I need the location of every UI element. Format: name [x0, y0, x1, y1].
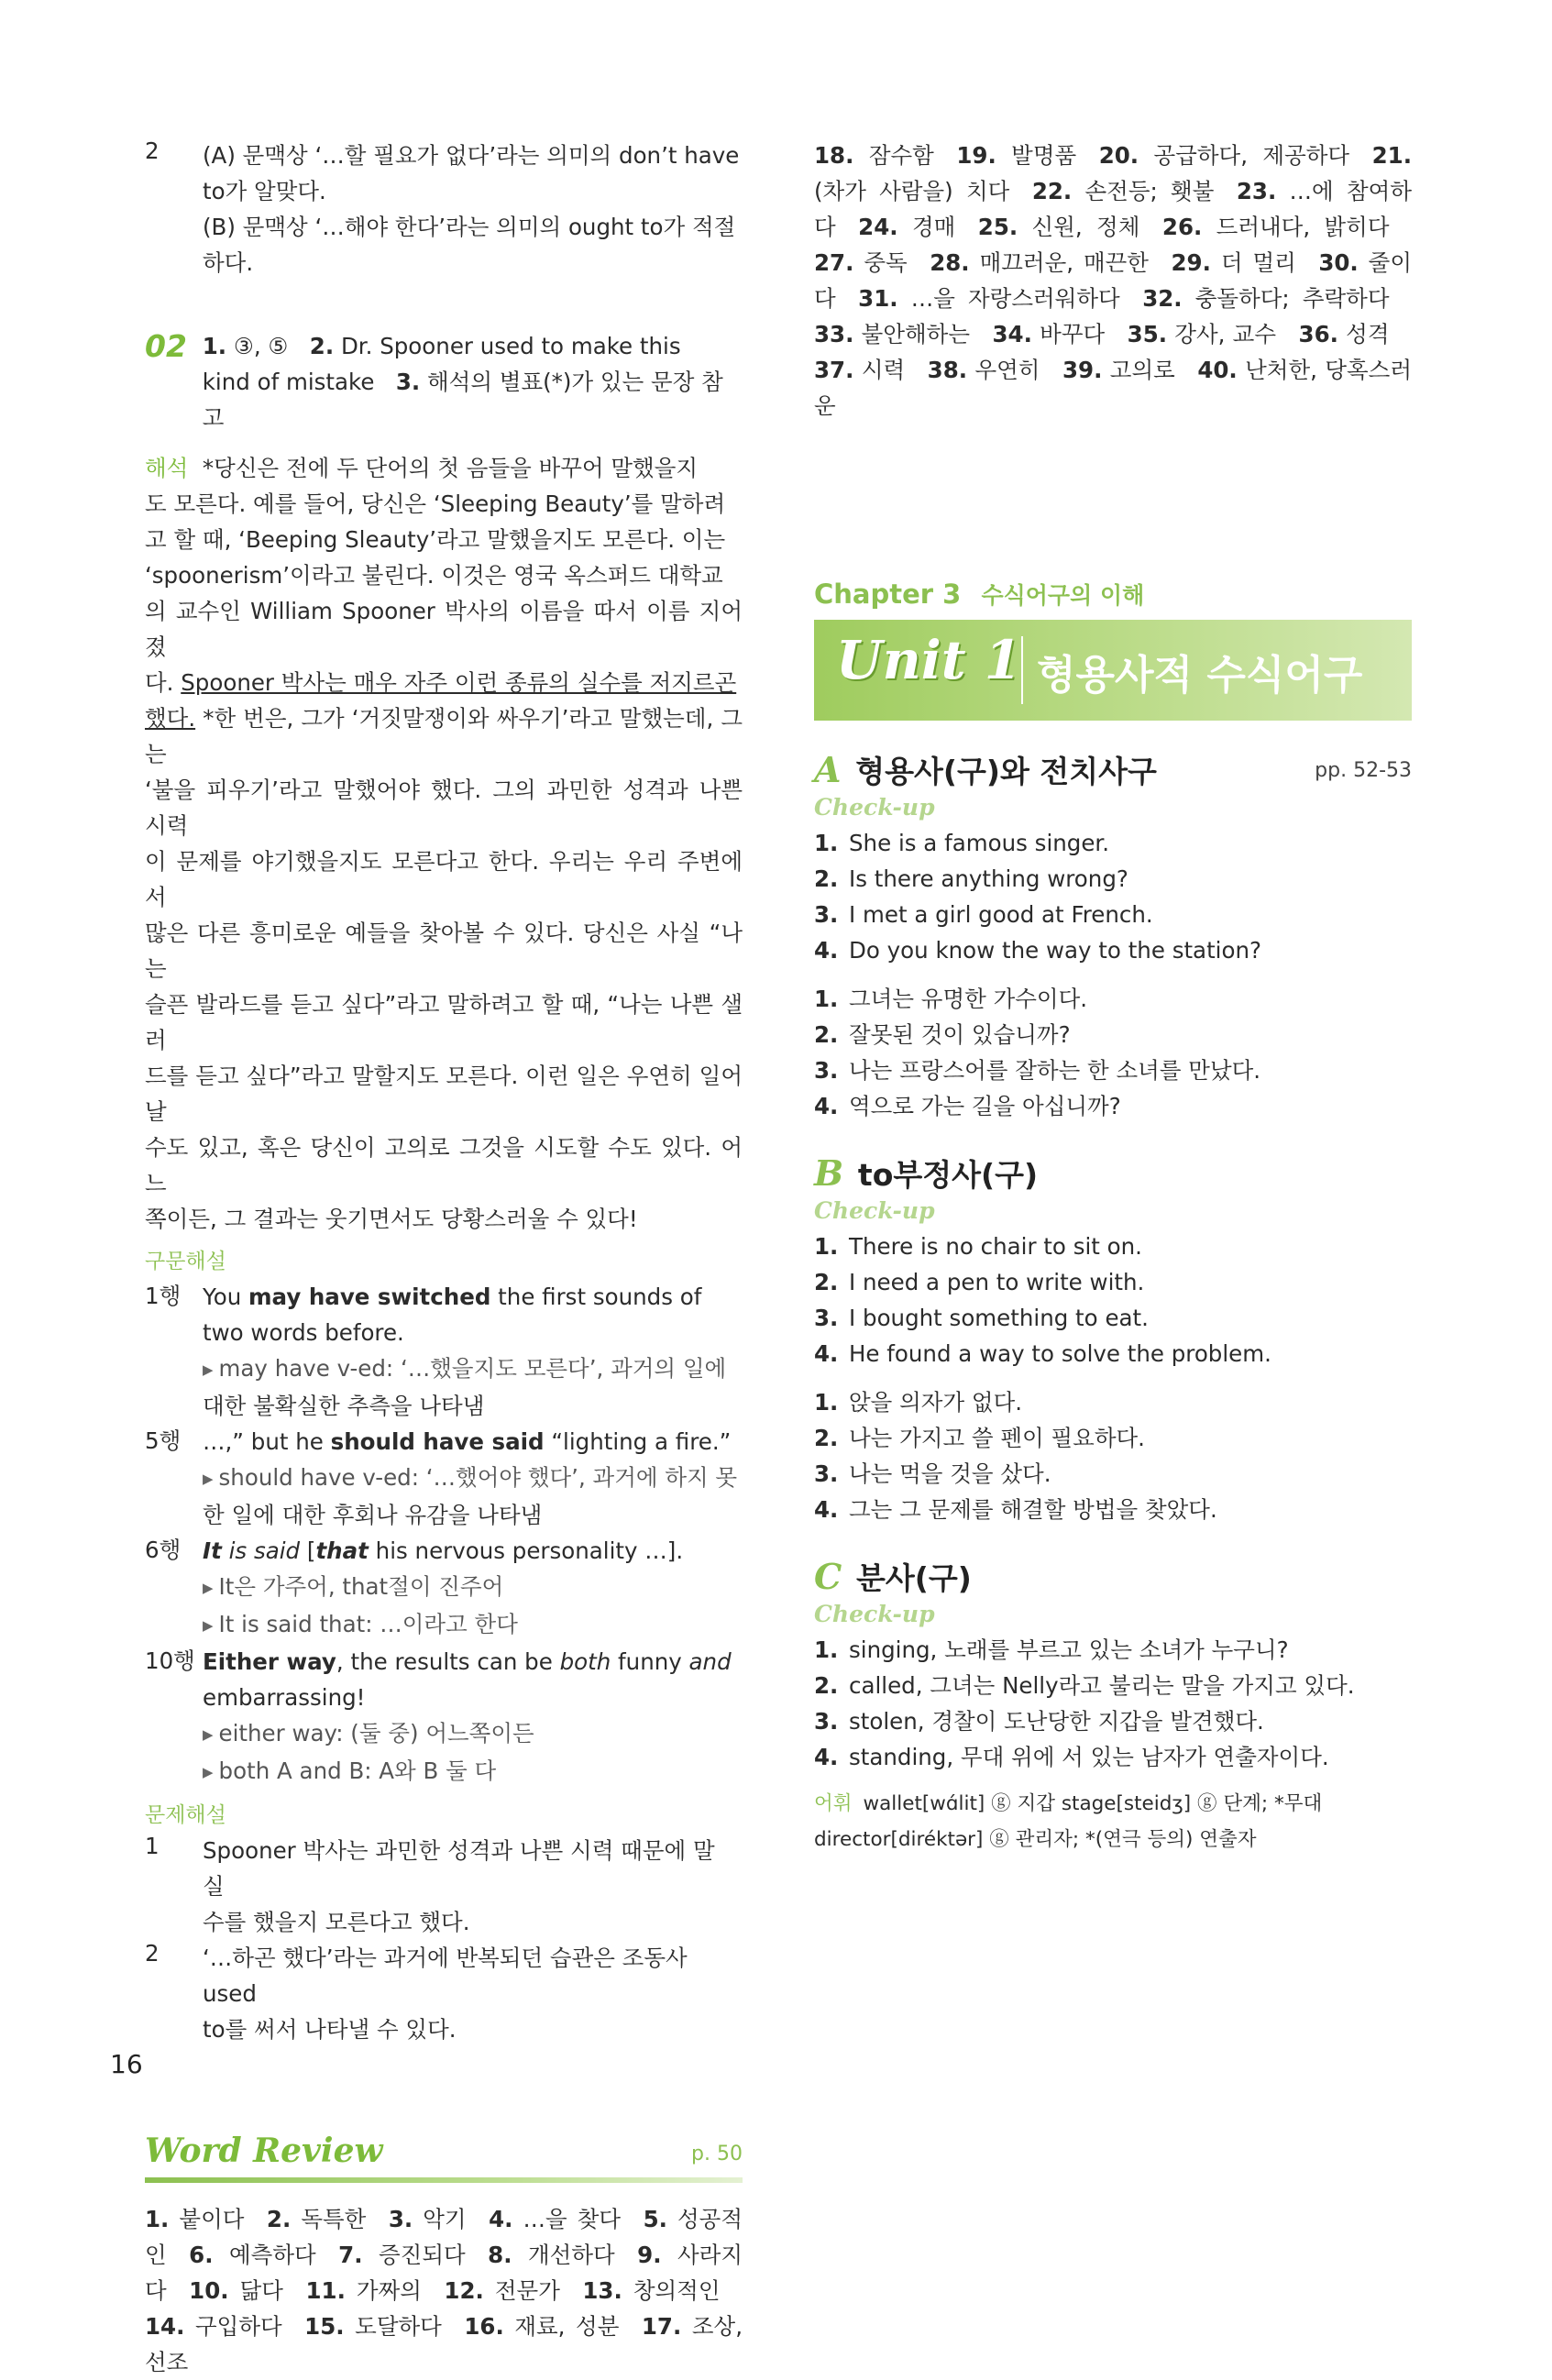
word-meaning: 줄이다 — [814, 249, 1413, 312]
word-number: 25. — [977, 214, 1018, 240]
word-meaning: 경매 — [897, 214, 956, 240]
list-item: 그는 그 문제를 해결할 방법을 찾았다. — [849, 1496, 1217, 1523]
word-meaning: 가짜의 — [345, 2277, 422, 2304]
item-number: 2. — [814, 1425, 839, 1451]
translation-line: 수도 있고, 혹은 당신이 고의로 그것을 시도할 수도 있다. 어느 — [145, 1134, 743, 1196]
word-number: 31. — [858, 285, 898, 312]
word-review-item — [1299, 321, 1390, 347]
explanation-line: 수를 했을지 모른다고 했다. — [203, 1909, 470, 1935]
item-number: 1. — [814, 1636, 839, 1663]
list-item: 역으로 가는 길을 아십니까? — [849, 1093, 1121, 1119]
item-number: 2. — [814, 1021, 839, 1048]
list-item: There is no chair to sit on. — [849, 1233, 1142, 1260]
word-meaning: 바꾸다 — [1031, 321, 1106, 347]
word-number: 9. — [637, 2242, 662, 2268]
section-b-heading — [814, 1151, 1412, 1194]
note-explanation: ▶ It은 가주어, that절이 진주어 — [203, 1569, 743, 1606]
problem-explanation-label: 문제해설 — [145, 1803, 226, 1827]
list-item: I met a girl good at French. — [849, 901, 1153, 928]
section-title: to부정사(구) — [857, 1157, 1039, 1193]
unit-divider — [1021, 636, 1023, 704]
line-ref: 6행 — [145, 1537, 182, 1563]
word-review-item — [305, 2277, 421, 2304]
explanation-line: (A) 문맥상 ‘…할 필요가 없다’라는 의미의 don’t have — [203, 142, 740, 169]
word-review-header — [145, 2128, 743, 2183]
list-item: 그녀는 유명한 가수이다. — [849, 986, 1088, 1012]
word-number: 18. — [814, 142, 854, 169]
grammar-note — [145, 1424, 743, 1533]
note-text: is said — [221, 1537, 307, 1564]
answer-text: Dr. Spooner used to make this — [340, 333, 681, 359]
word-review-item — [993, 321, 1106, 347]
word-number: 24. — [858, 214, 898, 240]
note-text: …,” but he — [203, 1428, 331, 1455]
answer-text: kind of mistake — [202, 369, 375, 395]
note-text: [ — [306, 1537, 316, 1564]
word-review-item — [930, 249, 1149, 276]
vocabulary-line: director[diréktər] ⓖ 관리자; *(연극 등의) 연출자 — [814, 1828, 1257, 1851]
word-review-item — [488, 2242, 615, 2268]
word-number: 37. — [814, 357, 854, 383]
answer-text: ③, ⑤ — [233, 333, 289, 359]
item-number: 3. — [814, 901, 839, 928]
section-c-list — [814, 1632, 1412, 1775]
section-a-korean-list — [814, 981, 1412, 1124]
word-number: 35. — [1127, 321, 1168, 347]
explanation-line: to를 써서 나타낼 수 있다. — [203, 2016, 457, 2043]
list-item: She is a famous singer. — [849, 830, 1110, 856]
section-a-english-list — [814, 825, 1412, 968]
word-review-list-continued — [814, 138, 1412, 424]
chapter-title: 수식어구의 이해 — [981, 582, 1145, 609]
word-review-item — [1032, 178, 1215, 204]
word-meaning: 사라지다 — [145, 2242, 743, 2304]
word-meaning: 악기 — [413, 2206, 467, 2232]
item-number: 2. — [814, 1269, 839, 1295]
note-text: , the results can be — [336, 1648, 560, 1675]
list-item: standing, 무대 위에 서 있는 남자가 연출자이다. — [849, 1744, 1329, 1770]
item-number: 4. — [814, 1340, 839, 1367]
word-meaning: 재료, 성분 — [503, 2313, 620, 2340]
word-meaning: …에 참여하다 — [814, 178, 1412, 240]
section-b-korean-list — [814, 1384, 1412, 1527]
word-meaning: …을 찾다 — [512, 2206, 622, 2232]
word-number: 30. — [1318, 249, 1359, 276]
item-number: 2 — [145, 138, 160, 164]
list-item: called, 그녀는 Nelly라고 불리는 말을 가지고 있다. — [849, 1672, 1355, 1699]
word-number: 2. — [266, 2206, 292, 2232]
note-text: the first sounds of — [490, 1284, 702, 1310]
item-number: 1. — [814, 1389, 839, 1416]
word-number: 1. — [145, 2206, 170, 2232]
unit-label: Unit 1 — [836, 629, 1022, 691]
section-letter: A — [814, 749, 842, 790]
line-ref: 5행 — [145, 1427, 182, 1454]
note-text: “lighting a fire.” — [544, 1428, 732, 1455]
translation-line: 쪽이든, 그 결과는 웃기면서도 당황스러울 수 있다! — [145, 1206, 638, 1232]
unit-title: 형용사적 수식어구 — [1037, 652, 1363, 699]
note-italic: and — [688, 1648, 732, 1675]
word-number: 22. — [1031, 178, 1073, 204]
vocabulary-note — [814, 1786, 1412, 1857]
word-meaning: 난처한, 당혹스러운 — [814, 357, 1412, 419]
right-column — [814, 138, 1412, 1857]
list-item: 나는 프랑스어를 잘하는 한 소녀를 만났다. — [849, 1057, 1261, 1084]
word-number: 14. — [145, 2313, 185, 2340]
line-ref: 1행 — [145, 1283, 182, 1309]
problem-explanation-section — [145, 1798, 743, 2047]
translation-line: 슬픈 발라드를 듣고 싶다”라고 말하려고 할 때, “나는 나쁜 샐러 — [145, 991, 743, 1053]
note-bold: should have said — [330, 1428, 545, 1455]
list-item: 앉을 의자가 없다. — [849, 1389, 1023, 1416]
list-item: Is there anything wrong? — [849, 865, 1128, 892]
explanation-line: (B) 문맥상 ‘…해야 한다’라는 의미의 ought to가 적절 — [203, 214, 736, 240]
word-meaning: 신원, 정체 — [1018, 214, 1140, 240]
word-number: 3. — [388, 2206, 413, 2232]
word-review-item — [928, 357, 1040, 383]
word-number: 4. — [489, 2206, 513, 2232]
explanation-line: 하다. — [203, 249, 254, 276]
item-number: 4. — [814, 1496, 839, 1523]
vocabulary-line: wallet[wɑ́lit] ⓖ 지갑 stage[steidʒ] ⓖ 단계; *무대 — [863, 1792, 1323, 1815]
word-number: 28. — [930, 249, 970, 276]
word-number: 13. — [582, 2277, 622, 2304]
checkup-label: Check-up — [814, 794, 935, 821]
note-explanation: ▶ may have v-ed: ‘…했을지도 모른다’, 과거의 일에 — [203, 1350, 743, 1388]
list-item: Do you know the way to the station? — [849, 937, 1262, 964]
answer-num: 2. — [309, 333, 335, 359]
word-number: 8. — [488, 2242, 512, 2268]
word-review-item — [1128, 321, 1276, 347]
section-page-ref: pp. 52-53 — [1315, 759, 1412, 782]
word-number: 10. — [189, 2277, 229, 2304]
checkup-label: Check-up — [814, 1601, 935, 1627]
word-review-item — [145, 2313, 282, 2340]
word-meaning: 닮다 — [228, 2277, 283, 2304]
word-number: 29. — [1171, 249, 1211, 276]
chapter-heading — [814, 578, 1412, 611]
word-review-item — [1142, 285, 1389, 312]
problem-explanation-item — [145, 1833, 743, 1940]
answer-text: 해석의 별표(*)가 있는 문장 참고 — [202, 369, 723, 431]
list-item: 나는 먹을 것을 샀다. — [849, 1460, 1051, 1487]
grammar-notes-label: 구문해설 — [145, 1250, 226, 1273]
word-meaning: 조상, 선조 — [145, 2313, 743, 2375]
word-meaning: 붙이다 — [169, 2206, 245, 2232]
translation-line: 다. — [145, 669, 182, 696]
explanation-line: ‘…하곤 했다’라는 과거에 반복되던 습관은 조동사 used — [203, 1945, 688, 2007]
list-item: He found a way to solve the problem. — [849, 1340, 1271, 1367]
answer-block-02 — [145, 328, 743, 435]
word-meaning: 잠수함 — [853, 142, 934, 169]
word-review-title: Word Review — [145, 2132, 383, 2170]
word-review-item — [956, 142, 1076, 169]
word-review-item — [189, 2242, 316, 2268]
note-bold: may have switched — [248, 1284, 491, 1310]
unit-banner — [814, 620, 1412, 721]
word-number: 7. — [338, 2242, 363, 2268]
word-number: 6. — [189, 2242, 214, 2268]
word-meaning: 매끄러운, 매끈한 — [969, 249, 1149, 276]
word-meaning: 독특한 — [291, 2206, 367, 2232]
note-explanation: ▶ both A and B: A와 B 둘 다 — [203, 1753, 743, 1791]
word-review-item — [444, 2277, 559, 2304]
note-text: two words before. — [203, 1319, 404, 1346]
word-review-item — [464, 2313, 619, 2340]
word-review-item — [304, 2313, 442, 2340]
word-review-item — [1171, 249, 1295, 276]
word-review-item — [145, 2206, 244, 2232]
word-number: 20. — [1098, 142, 1139, 169]
word-review-item — [189, 2277, 283, 2304]
word-number: 16. — [464, 2313, 504, 2340]
item-number: 2. — [814, 1672, 839, 1699]
section-letter: C — [814, 1556, 842, 1597]
item-number: 4. — [814, 1093, 839, 1119]
item-number: 4. — [814, 937, 839, 964]
word-meaning: 예측하다 — [213, 2242, 316, 2268]
problem-explanation-item — [145, 1940, 743, 2047]
translation-line: *한 번은, 그가 ‘거짓말쟁이와 싸우기’라고 말했는데, 그는 — [145, 705, 743, 767]
word-review-item — [1099, 142, 1349, 169]
word-meaning: 우연히 — [967, 357, 1040, 383]
word-meaning: 시력 — [853, 357, 906, 383]
word-review-item — [582, 2277, 720, 2304]
list-item: 나는 가지고 쓸 펜이 필요하다. — [849, 1425, 1145, 1451]
word-number: 40. — [1197, 357, 1238, 383]
word-meaning: 창의적인 — [622, 2277, 721, 2304]
word-review-item — [814, 321, 970, 347]
word-number: 26. — [1161, 214, 1203, 240]
note-explanation: ▶ should have v-ed: ‘…했어야 했다’, 과거에 하지 못 — [203, 1460, 743, 1497]
word-review-item — [814, 142, 934, 169]
word-meaning: 더 멀리 — [1210, 249, 1296, 276]
word-review-item — [814, 357, 905, 383]
grammar-note — [145, 1533, 743, 1644]
question-number-02: 02 — [145, 328, 187, 364]
word-meaning: 발명품 — [996, 142, 1077, 169]
word-number: 19. — [956, 142, 996, 169]
note-text: his nervous personality …]. — [368, 1537, 684, 1564]
word-review-item — [389, 2206, 467, 2232]
grammar-note — [145, 1279, 743, 1424]
item-number: 3. — [814, 1057, 839, 1084]
section-title: 분사(구) — [856, 1560, 972, 1596]
note-text: embarrassing! — [203, 1684, 366, 1711]
grammar-note — [145, 1644, 743, 1791]
word-number: 15. — [304, 2313, 345, 2340]
note-text: You — [203, 1284, 249, 1310]
note-text: funny — [611, 1648, 689, 1675]
word-review-item — [1162, 214, 1390, 240]
word-meaning: …을 자랑스러워하다 — [897, 285, 1120, 312]
word-meaning: 전문가 — [483, 2277, 560, 2304]
word-meaning: 불안해하는 — [853, 321, 970, 347]
note-bold: It — [203, 1537, 222, 1564]
word-review-list — [145, 2201, 743, 2380]
word-review-item — [858, 285, 1120, 312]
section-a-heading — [814, 748, 1412, 790]
note-explanation: 한 일에 대한 후회나 유감을 나타냄 — [203, 1502, 543, 1528]
list-item: I bought something to eat. — [849, 1305, 1149, 1331]
grammar-notes-section — [145, 1244, 743, 1791]
item-number: 3. — [814, 1305, 839, 1331]
word-number: 38. — [927, 357, 968, 383]
word-number: 5. — [643, 2206, 667, 2232]
explanation-line: to가 알맞다. — [203, 178, 326, 204]
vocabulary-label: 어휘 — [814, 1792, 853, 1815]
word-meaning: 손전등; 횃불 — [1072, 178, 1215, 204]
note-explanation: ▶ It is said that: …이라고 한다 — [203, 1606, 743, 1644]
page-number: 16 — [110, 2049, 143, 2079]
item-number: 1. — [814, 830, 839, 856]
word-number: 17. — [641, 2313, 682, 2340]
word-meaning: 도달하다 — [344, 2313, 442, 2340]
word-review-item — [489, 2206, 621, 2232]
translation-line: 고 할 때, ‘Beeping Sleauty’라고 말했을지도 모른다. 이는 — [145, 526, 726, 553]
word-meaning: 구입하다 — [184, 2313, 282, 2340]
item-number: 3. — [814, 1460, 839, 1487]
item-number: 2 — [145, 1940, 160, 1967]
word-number: 12. — [444, 2277, 484, 2304]
word-meaning: 공급하다, 제공하다 — [1139, 142, 1350, 169]
explanation-line: Spooner 박사는 과민한 성격과 나쁜 시력 때문에 말 실 — [203, 1837, 715, 1900]
word-meaning: 성공적인 — [145, 2206, 743, 2268]
chapter-label: Chapter 3 — [814, 578, 962, 610]
word-number: 36. — [1298, 321, 1338, 347]
word-review-underline — [145, 2177, 743, 2183]
word-number: 23. — [1236, 178, 1277, 204]
section-title: 형용사(구)와 전치사구 — [855, 754, 1157, 789]
word-number: 34. — [992, 321, 1032, 347]
word-review-page-ref: p. 50 — [691, 2143, 743, 2165]
word-number: 11. — [305, 2277, 346, 2304]
translation-line: ‘spoonerism’이라고 불린다. 이것은 영국 옥스퍼드 대학교 — [145, 562, 723, 589]
word-meaning: 고의로 — [1102, 357, 1175, 383]
answer-num: 1. — [202, 333, 227, 359]
left-column — [145, 138, 743, 2380]
word-meaning: 드러내다, 밝히다 — [1202, 214, 1390, 240]
word-meaning: (차가 사람을) 치다 — [814, 178, 1010, 204]
note-italic: both — [559, 1648, 611, 1675]
word-number: 33. — [814, 321, 854, 347]
question-2-explanation — [145, 138, 743, 281]
list-item: stolen, 경찰이 도난당한 지갑을 발견했다. — [849, 1708, 1264, 1735]
word-meaning: 증진되다 — [362, 2242, 466, 2268]
translation-line: 많은 다른 흥미로운 예들을 찾아볼 수 있다. 당신은 사실 “나는 — [145, 920, 743, 982]
section-c-heading — [814, 1555, 1412, 1597]
underlined-sentence: 했다. — [145, 705, 196, 732]
item-number: 1. — [814, 1233, 839, 1260]
word-meaning: 강사, 교수 — [1167, 321, 1277, 347]
translation-line: *당신은 전에 두 단어의 첫 음들을 바꾸어 말했을지 — [202, 455, 699, 481]
translation-line: 의 교수인 William Spooner 박사의 이름을 따서 이름 지어졌 — [145, 598, 743, 660]
word-review-item — [1062, 357, 1175, 383]
word-meaning: 충돌하다; 추락하다 — [1182, 285, 1390, 312]
word-meaning: 중독 — [853, 249, 908, 276]
translation-section — [145, 450, 743, 1237]
word-review-item — [978, 214, 1140, 240]
section-letter: B — [814, 1152, 844, 1194]
answer-num: 3. — [395, 369, 421, 395]
item-number: 3. — [814, 1708, 839, 1735]
word-number: 32. — [1142, 285, 1183, 312]
checkup-label: Check-up — [814, 1197, 935, 1224]
translation-line: 이 문제를 야기했을지도 모른다고 한다. 우리는 우리 주변에서 — [145, 848, 743, 910]
translation-label: 해석 — [145, 455, 189, 481]
note-explanation: ▶ either way: (둘 중) 어느쪽이든 — [203, 1715, 743, 1753]
word-number: 21. — [1371, 142, 1412, 169]
list-item: 잘못된 것이 있습니까? — [849, 1021, 1071, 1048]
item-number: 1 — [145, 1833, 160, 1859]
item-number: 1. — [814, 986, 839, 1012]
list-item: I need a pen to write with. — [849, 1269, 1145, 1295]
line-ref: 10행 — [145, 1647, 195, 1674]
word-review-item — [858, 214, 955, 240]
translation-line: ‘불을 피우기’라고 말했어야 했다. 그의 과민한 성격과 나쁜 시력 — [145, 777, 743, 839]
word-meaning: 개선하다 — [512, 2242, 615, 2268]
note-bold: that — [315, 1537, 369, 1564]
item-number: 2. — [814, 865, 839, 892]
note-bold: Either way — [203, 1648, 336, 1675]
word-number: 27. — [814, 249, 854, 276]
item-number: 4. — [814, 1744, 839, 1770]
list-item: singing, 노래를 부르고 있는 소녀가 누구니? — [849, 1636, 1289, 1663]
translation-line: 도 모른다. 예를 들어, 당신은 ‘Sleeping Beauty’를 말하려 — [145, 490, 726, 517]
word-review-item — [338, 2242, 466, 2268]
word-number: 39. — [1062, 357, 1103, 383]
translation-line: 드를 듣고 싶다”라고 말할지도 모른다. 이런 일은 우연히 일어날 — [145, 1063, 743, 1125]
word-review-item — [814, 249, 908, 276]
note-explanation: 대한 불확실한 추측을 나타냄 — [203, 1393, 485, 1419]
word-review-item — [267, 2206, 366, 2232]
section-b-english-list — [814, 1229, 1412, 1372]
word-meaning: 성격 — [1337, 321, 1390, 347]
underlined-sentence: Spooner 박사는 매우 자주 이런 종류의 실수를 저지르곤 — [181, 669, 737, 696]
